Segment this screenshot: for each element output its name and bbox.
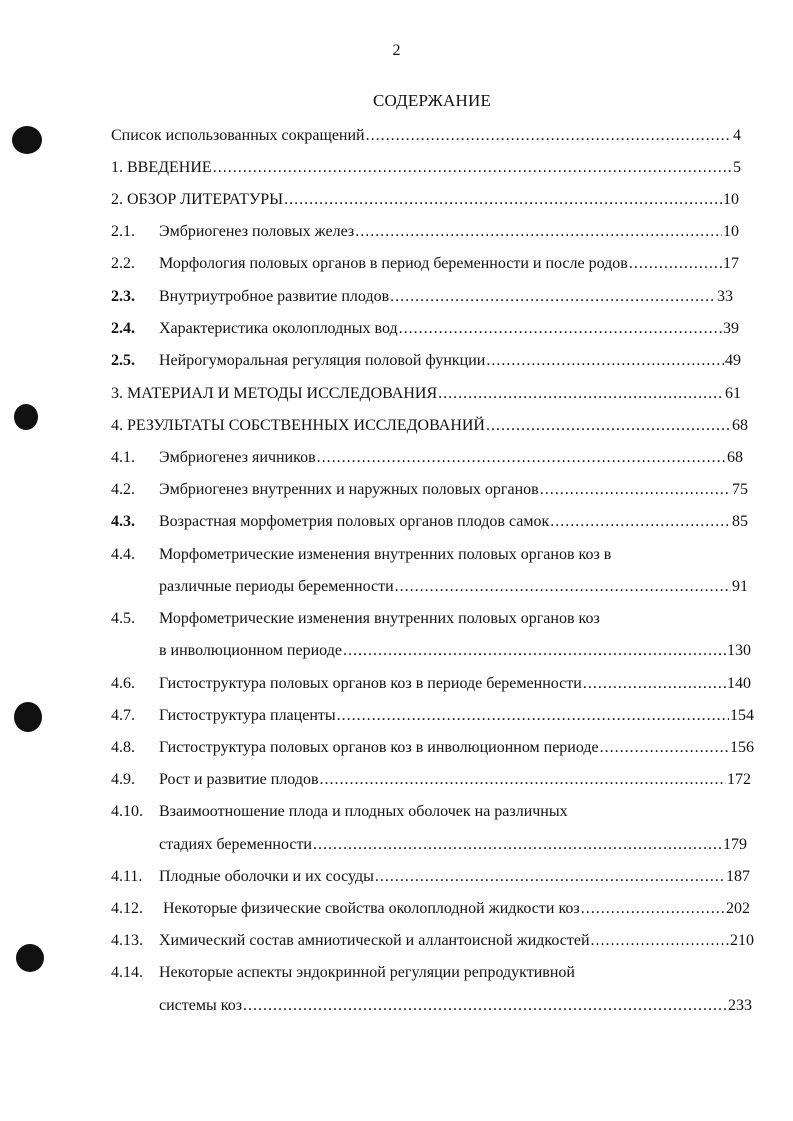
toc-entry: 1. ВВЕДЕНИЕ ..... 5: [111, 157, 741, 179]
toc-entry: 4.8. Гистоструктура половых органов коз в инволюционном периоде ..... 156: [111, 737, 754, 759]
toc-entry: 4. РЕЗУЛЬТАТЫ СОБСТВЕННЫХ ИССЛЕДОВАНИЙ ..... 68: [111, 415, 748, 437]
toc-entry: 4.14. Некоторые аспекты эндокринной регуляции репродуктивной: [111, 964, 575, 981]
toc-entry: 4.6. Гистоструктура половых органов коз в периоде беременности ..... 140: [111, 673, 751, 695]
toc-entry: 4.7. Гистоструктура плаценты ..... 154: [111, 705, 754, 727]
toc-entry: 4.12. Некоторые физические свойства околоплодной жидкости коз ..... 202: [111, 898, 750, 920]
toc-entry: 2.4. Характеристика околоплодных вод ..... 39: [111, 318, 739, 340]
toc-entry: 4.10. Взаимоотношение плода и плодных оболочек на различных: [111, 803, 568, 820]
toc-entry: 4.13. Химический состав амниотической и аллантоисной жидкостей ..... 210: [111, 930, 754, 952]
toc-entry: 4.9. Рост и развитие плодов ..... 172: [111, 769, 751, 791]
toc-entry: 3. МАТЕРИАЛ И МЕТОДЫ ИССЛЕДОВАНИЯ ..... 61: [111, 383, 741, 405]
page-number: 2: [392, 42, 401, 59]
toc-entry: 2.3. Внутриутробное развитие плодов ..... 33: [111, 286, 733, 308]
toc-entry: системы коз ..... 233: [111, 995, 752, 1017]
toc-entry: в инволюционном периоде ..... 130: [111, 640, 751, 662]
toc-entry: 2.1. Эмбриогенез половых желез ..... 10: [111, 221, 739, 243]
toc-entry: 4.1. Эмбриогенез яичников ..... 68: [111, 447, 743, 469]
toc-entry: 2.5. Нейрогуморальная регуляция половой функции ..... 49: [111, 350, 741, 372]
toc-entry: стадиях беременности ..... 179: [111, 834, 747, 856]
toc-title: СОДЕРЖАНИЕ: [372, 91, 492, 110]
toc-entry: 4.3. Возрастная морфометрия половых органов плодов самок ..... 85: [111, 511, 748, 533]
toc-entry: 4.2. Эмбриогенез внутренних и наружных половых органов ..... 75: [111, 479, 748, 501]
toc-entry: Список использованных сокращений ..... 4: [111, 125, 741, 147]
toc-entry: 2. ОБЗОР ЛИТЕРАТУРЫ ..... 10: [111, 189, 739, 211]
toc-entry: 4.5. Морфометрические изменения внутренних половых органов коз: [111, 610, 600, 627]
toc-entry: 4.4. Морфометрические изменения внутренних половых органов коз в: [111, 546, 612, 563]
toc-entry: 4.11. Плодные оболочки и их сосуды ..... 187: [111, 866, 750, 888]
toc-entry: различные периоды беременности ..... 91: [111, 576, 748, 598]
toc-entry: 2.2. Морфология половых органов в период беременности и после родов ..... 17: [111, 253, 739, 275]
